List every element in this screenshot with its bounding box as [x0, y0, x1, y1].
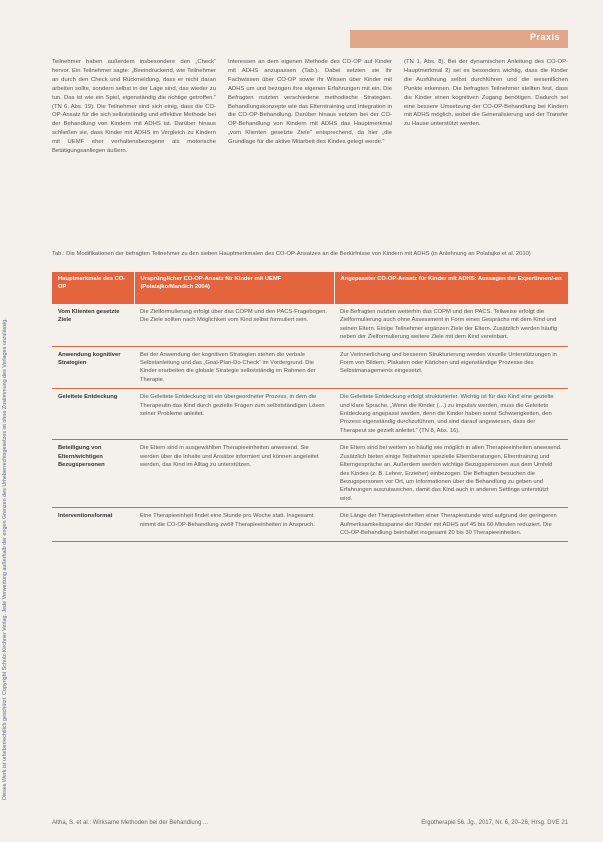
section-label: Praxis: [529, 32, 560, 42]
page-footer: [52, 820, 568, 830]
row-original: Bei der Anwendung der kognitiven Strategien stehen die verbale Selbstanleitung und das „Goal-Plan-Do-Check“ im Vordergrund. Die Kinder erarbeiten die globale Strategie selbstständig im Rahmen der Therapie.: [134, 346, 334, 389]
row-original: Eine Therapieeinheit findet eine Stunde pro Woche statt. Insgesamt nimmt die CO-OP-Behandlung zwölf Therapieeinheiten in Anspruch.: [134, 508, 334, 542]
table-row: [52, 440, 568, 508]
body-column-2: Interessen an dem eigenen Methode des CO-OP auf Kinder mit ADHS anzupassen (Tab.). Dabei setzten sie ihr Fachwissen über CO-OP sowie ihr Wissen über Kinder mit ADHS um und bezogen ihre eigenen Erfahrungen mit ein. Die Befragten nutzten verschiedene methodische Strategien. Behandlungskonzepte wie das Elterntraining und Integration in die CO-OP-Behandlung. Darüber hinaus setzten bei der CO-OP-Behandlung von Kindern mit ADHS das Hauptmerkmal „vom Klienten gesetzte Ziele“ entsprechend, da hier „die Grundlage für die aktive Mitarbeit des Kindes gelegt werde.“: [228, 59, 392, 146]
footer-journal: Ergotherapie 56. Jg., 2017, Nr. 6, 20–26, Hrsg. DVE 21: [421, 820, 568, 826]
row-adapted: Die Geleitete Entdeckung erfolgt strukturierter. Wichtig ist für das Kind eine gezielte und klare Sprache. „Wenn die Kinder (…) zu impulsiv werden, muss die Geleitete Entdeckung angepasst werden, denn die Kinder haben sonst Schwierigkeiten, den Prozess eigenständig durchzuführen, und sind darauf angewiesen, dass der Therapeut sie gezielt anleitet.“ (TN 8, Abs. 16).: [334, 389, 568, 440]
row-original: Die Geleitete Entdeckung ist ein übergeordneter Prozess, in dem die Therapeutin das Kind durch gezielte Fragen zum selbstständigen Lösen seiner Probleme anleitet.: [134, 389, 334, 440]
body-column-3: (TN 1, Abs. 8). Bei der dynamischen Anleitung des CO-OP-Hauptmerkmal 2) sei es besonders wichtig, dass die Kinder die Ausführung selbst durchführen und die wesentlichen Punkte erkennen. Die befragten Teilnehmer stellten fest, dass die Kinder einen kognitiven Zugang benötigen. Dadurch sei eine bessere Umsetzung der CO-OP-Behandlung bei Kindern mit ADHS möglich, wobei die Generalisierung und der Transfer zu Hause unterstützt werden.: [404, 59, 568, 128]
table-row: [52, 346, 568, 389]
table-row: [52, 304, 568, 346]
row-adapted: Die Befragten nutzten weiterhin das COPM und den PACS. Teilweise erfolgt die Zielformulierung auch ohne Assessment in Form eines Gesprächs mit dem Kind und seinen Eltern. Einige Teilnehmer ergänzen Ziele der Eltern. Zusätzlich werden häufig neben der Zielformulierung weitere Ziele mit dem Kind vereinbart.: [334, 304, 568, 346]
row-adapted: Die Eltern sind bei weitem so häufig wie möglich in allen Therapieeinheiten anwesend. Zusätzlich bieten einige Teilnehmer spezielle Elternberatungen, Elterntraining und Elterngespräche an. Außerdem werden wichtige Bezugspersonen aus dem Umfeld des Kindes (z. B. Lehrer, Erzieher) einbezogen. Die Befragten besuchen die Bezugspersonen vor Ort, um Informationen über die Behandlung zu geben und Erfahrungen auszutauschen, damit das Kind auch in anderen Settings unterstützt wird.: [334, 440, 568, 508]
table-row: [52, 389, 568, 440]
body-column-1: Teilnehmer haben außerdem insbesondere den „Check“ hervor. Ein Teilnehmer sagte: „Beeindruckend, wie Teilnehmer an durch den Check und Rückmeldung, dass er nicht daran arbeiten sollte, sondern selbst in der Lage sind, das wieder zu tun. Das ist wie ein Spiel, eigenständig die richtige getroffen.“ (TN 6, Abs. 19). Die Teilnehmer sind sich einig, dass die CO-OP-Ansatz für die sich selbstständig und effektive Methode bei der Behandlung von Kindern mit ADHS ist. Darüber hinaus schließen sie, dass Kinder mit ADHS im Vergleich zu Kindern mit UEMF eher verhaltensbezogene als motorische Betätigungsanliegen äußern.: [52, 59, 216, 155]
row-adapted: Die Länge der Therapieeinheiten einer Therapiestunde wird aufgrund der geringeren Aufmerksamkeitsspanne der Kinder mit ADHS auf 45 bis 60 Minuten reduziert. Die CO-OP-Behandlung beinhaltet insgesamt 20 bis 30 Therapieeinheiten.: [334, 508, 568, 542]
body-text: [52, 58, 568, 243]
header-adapted: Angepasster CO-OP-Ansatz für Kinder mit ADHS: Aussagen der Expertinnen/-en: [334, 272, 568, 304]
row-feature: Vom Klienten gesetzte Ziele: [52, 304, 134, 346]
footer-citation: Altha, S. et al.: Wirksame Methoden bei der Behandlung ...: [52, 820, 209, 826]
header-original: Ursprünglicher CO-OP-Ansatz für Kinder mit UEMF (Polatajko/Mandich 2004): [134, 272, 334, 304]
section-header-bar: [350, 30, 568, 48]
row-feature: Geleitete Entdeckung: [52, 389, 134, 440]
copyright-side-note: Dieses Werk ist urheberrechtlich geschützt. Copyright Schulz-Kirchner Verlag. Jede Verwertung außerhalb der engen Grenzen des Urheberrechtsgesetzes ist ohne Zustimmung des Verlages unzulässig.: [2, 318, 8, 800]
row-original: Die Zielformulierung erfolgt über das COPM und den PACS-Fragebogen. Die Ziele sollten nach Möglichkeit vom Kind selbst formuliert sein.: [134, 304, 334, 346]
comparison-table: [52, 272, 568, 542]
table-row: [52, 508, 568, 542]
row-feature: Beteiligung von Eltern/wichtigen Bezugspersonen: [52, 440, 134, 508]
row-feature: Interventionsformat: [52, 508, 134, 542]
header-feature: Hauptmerkmale des CO-OP: [52, 272, 134, 304]
table-caption: Tab.: Die Modifikationen der befragten Teilnehmer zu den sieben Hauptmerkmalen des CO-OP-Ansatzes an die Bedürfnisse von Kindern mit ADHS (in Anlehnung an Polatajko et al. 2010): [52, 251, 531, 257]
table-header-row: [52, 272, 568, 304]
row-original: Die Eltern sind in ausgewählten Therapieeinheiten anwesend. Sie werden über die Inhalte und Ansätze informiert und können angeleitet werden, das Kind im Alltag zu unterstützen.: [134, 440, 334, 508]
row-feature: Anwendung kognitiver Strategien: [52, 346, 134, 389]
row-adapted: Zur Verinnerlichung und besseren Strukturierung werden visuelle Unterstützungen in Form von Bildern, Plakaten oder Kärtchen und eigenständige Prozesse des Selbstmanagements eingesetzt.: [334, 346, 568, 389]
